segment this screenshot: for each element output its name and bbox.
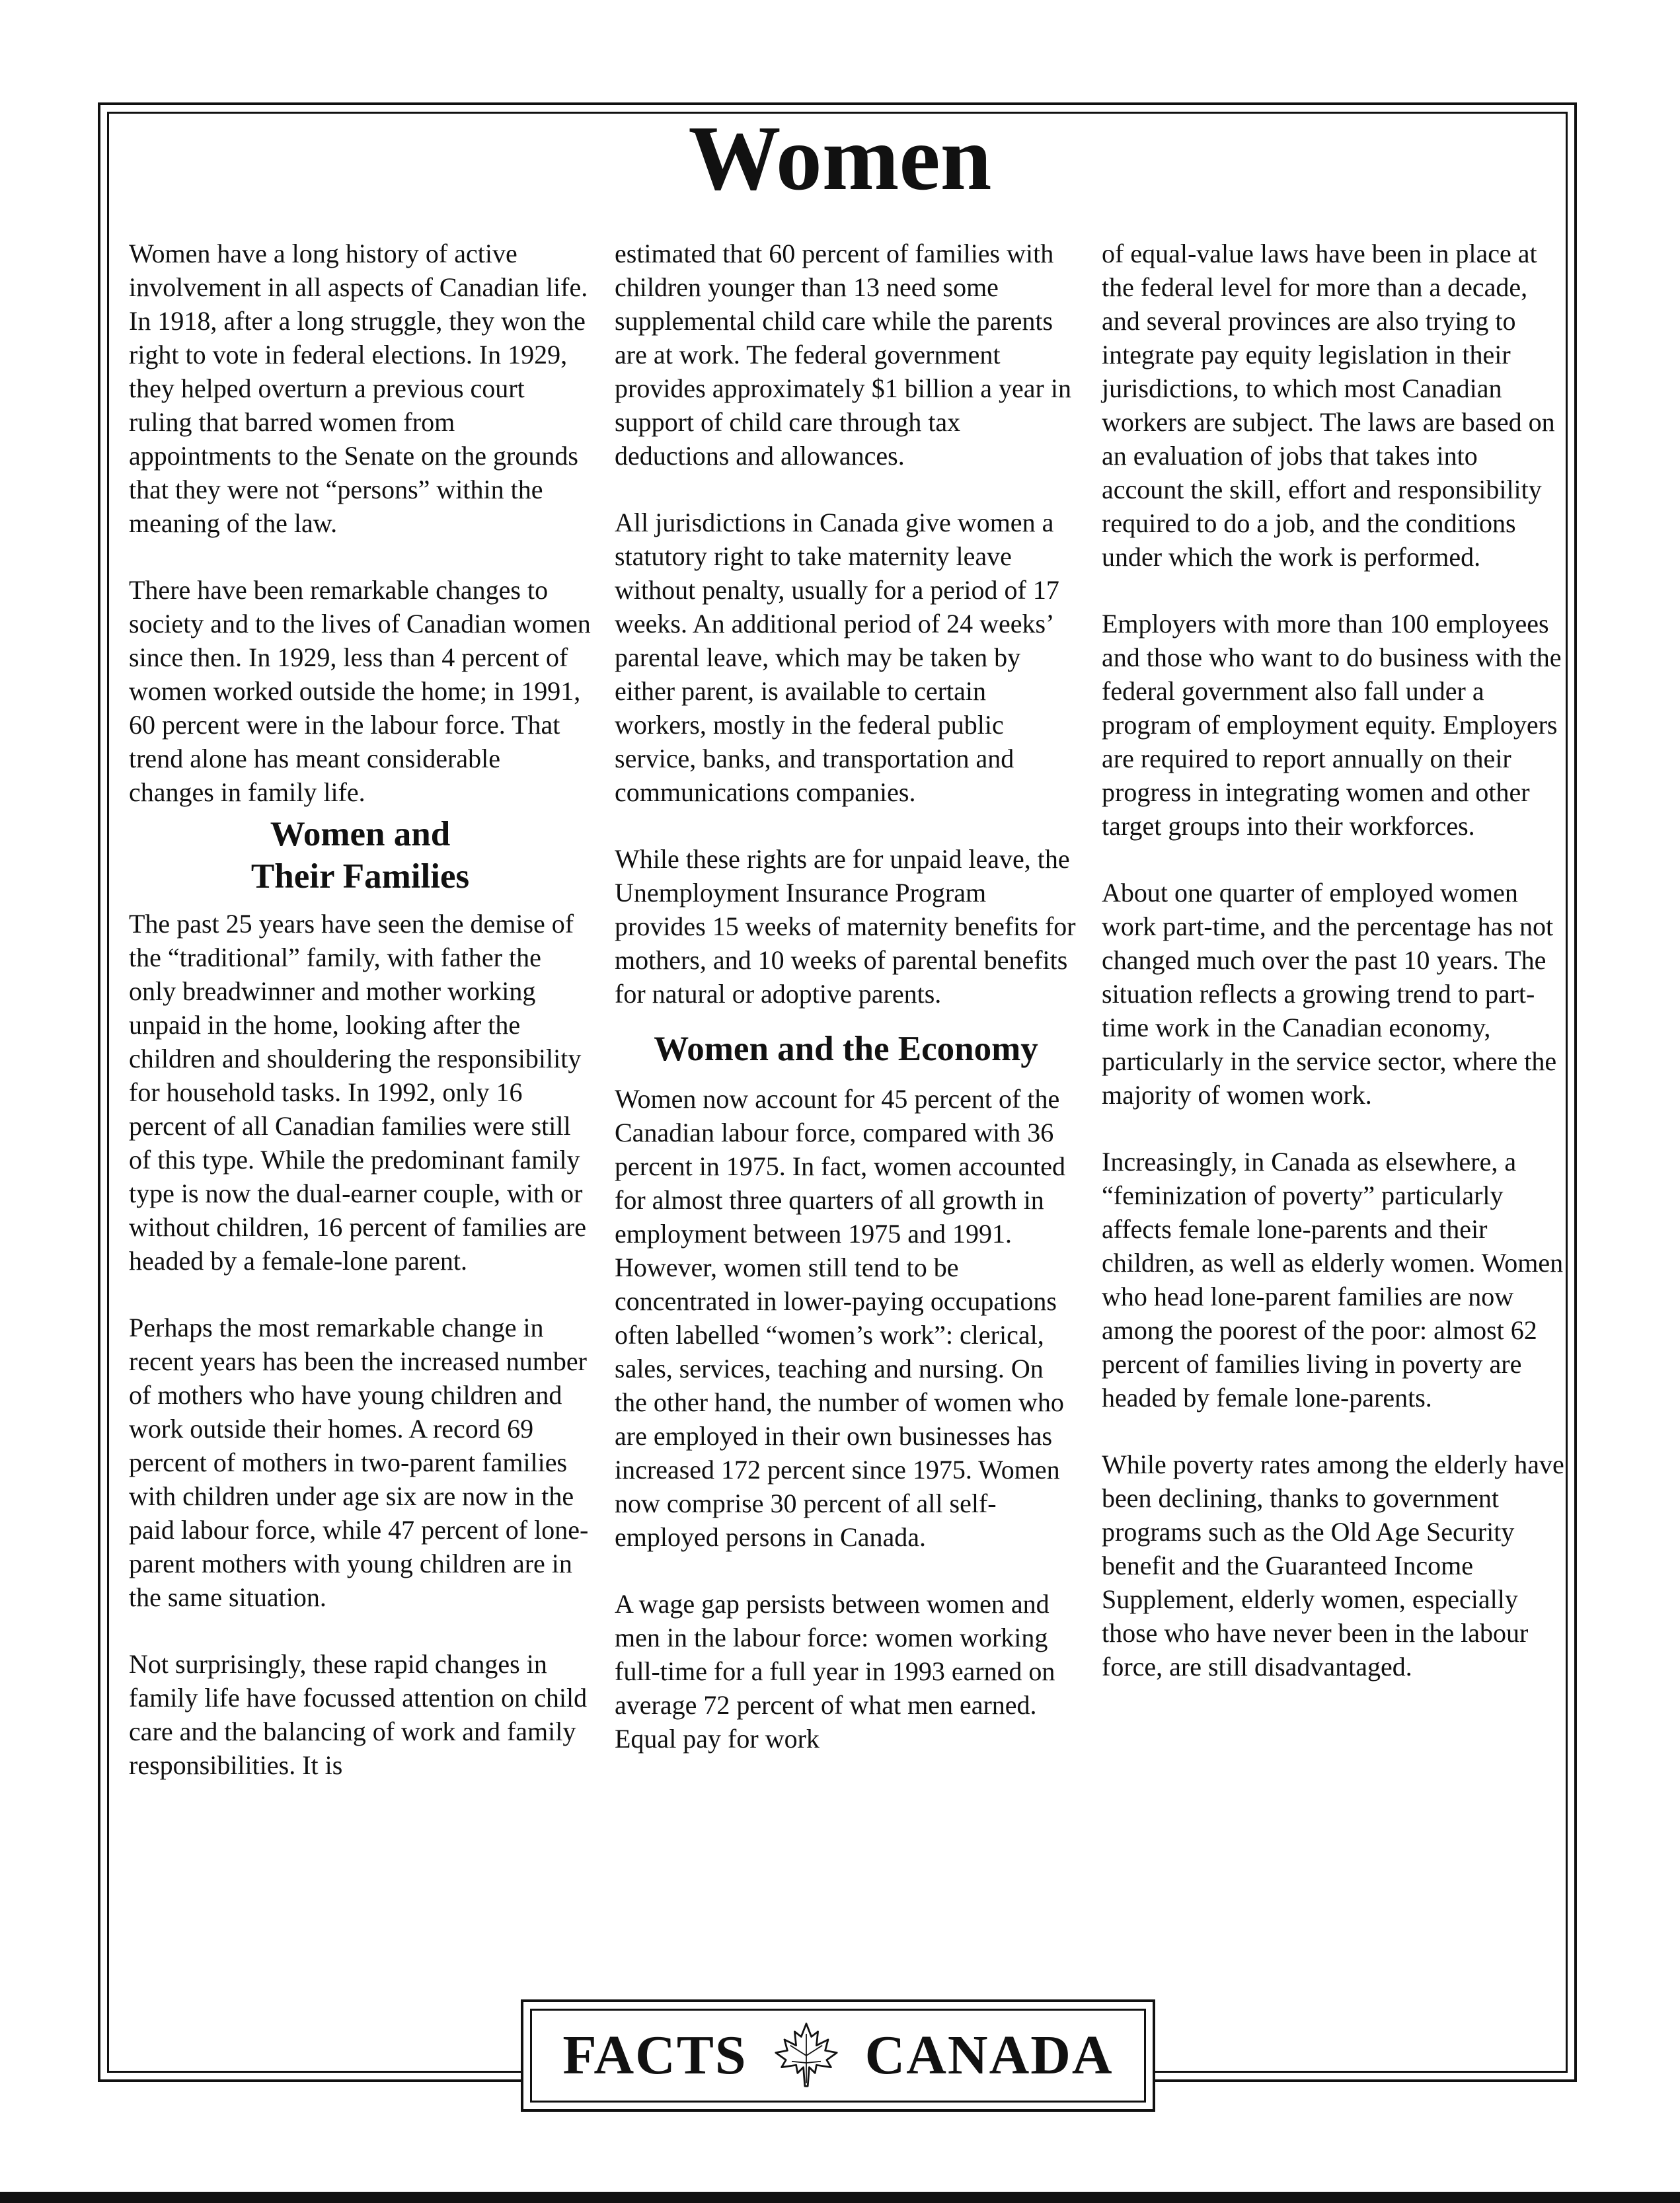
paragraph-pay-equity: of equal-value laws have been in place at the federal level for more than a decade, and several provinces are also trying to integrate pay equity legislation in their jurisdictions, to which most Canadian workers are subject. The laws are based on an evaluation of jobs that takes into account the skill, effort and responsibility required to do a job, and the conditions under which the work is performed. bbox=[1102, 239, 1555, 572]
paragraph-working-mothers: Perhaps the most remarkable change in recent years has been the increased number of mothers who have young children and work outside their homes. A record 69 percent of mothers in two-parent families with children under age six are now in the paid labour force, while 47 percent of lone-parent mothers with young children are in the same situation. bbox=[129, 1313, 589, 1612]
paragraph-elderly-poverty: While poverty rates among the elderly have been declining, thanks to government programs such as the Old Age Security benefit and the Guaranteed Income Supplement, elderly women, especially those who have never been in the labour force, are still disadvantaged. bbox=[1102, 1449, 1564, 1681]
paragraph-employment-equity: Employers with more than 100 employees and those who want to do business with the federal government also fall under a program of employment equity. Employers are required to report annually on their progress in integrating women and other target groups into their workforces. bbox=[1102, 609, 1562, 841]
footer-facts-label: FACTS bbox=[562, 2025, 747, 2086]
heading-women-and-the-economy: Women and the Economy bbox=[654, 1030, 1038, 1068]
heading-families-line-2: Their Families bbox=[250, 857, 470, 896]
column-1 bbox=[129, 237, 592, 1782]
paragraph-traditional-family: The past 25 years have seen the demise of the “traditional” family, with father the only breadwinner and mother working unpaid in the home, looking after the children and shouldering the responsibility for household tasks. In 1992, only 16 percent of all Canadian families were still of this type. While the predominant family type is now the dual-earner couple, with or without children, 16 percent of families are headed by a female-lone parent. bbox=[129, 909, 586, 1276]
bottom-scan-edge bbox=[0, 2192, 1680, 2203]
heading-women-and-their-families bbox=[129, 813, 592, 898]
page-title: Women bbox=[688, 107, 992, 210]
paragraph-child-care: estimated that 60 percent of families with children younger than 13 need some supplemental child care while the parents are at work. The federal government provides approximately $1 billion a year in support of child care through tax deductions and allowances. bbox=[615, 239, 1071, 471]
paragraph-maternity-leave: All jurisdictions in Canada give women a statutory right to take maternity leave without penalty, usually for a period of 17 weeks. An additional period of 24 weeks’ parental leave, which may be taken by either parent, is available to certain workers, mostly in the federal public service, banks, and transportation and communications companies. bbox=[615, 508, 1059, 807]
paragraph-part-time: About one quarter of employed women work part-time, and the percentage has not changed much over the past 10 years. The situation reflects a growing trend to part-time work in the Canadian economy, particularly in the service sector, where the majority of women work. bbox=[1102, 878, 1557, 1110]
paragraph-feminization-of-poverty: Increasingly, in Canada as elsewhere, a “feminization of poverty” particularly affects female lone-parents and their children, as well as elderly women. Women who head lone-parent families are now among the poorest of the poor: almost 62 percent of families living in poverty are headed by female lone-parents. bbox=[1102, 1147, 1564, 1412]
paragraph-ui-benefits: While these rights are for unpaid leave, the Unemployment Insurance Program provides 15 weeks of maternity benefits for mothers, and 10 weeks of parental benefits for natural or adoptive parents. bbox=[615, 844, 1076, 1009]
heading-families-line-1: Women and bbox=[270, 815, 451, 853]
footer-canada-label: CANADA bbox=[864, 2025, 1114, 2086]
maple-leaf-icon bbox=[770, 2019, 843, 2092]
column-3 bbox=[1102, 237, 1564, 1683]
paragraph-child-care-intro: Not surprisingly, these rapid changes in family life have focussed attention on child care and the balancing of work and family responsibilities. It is bbox=[129, 1649, 588, 1780]
paragraph-history: Women have a long history of active involvement in all aspects of Canadian life. In 1918, after a long struggle, they won the right to vote in federal elections. In 1929, they helped overturn a previous court ruling that barred women from appointments to the Senate on the grounds that they were not “persons” within the meaning of the law. bbox=[129, 239, 588, 538]
column-2 bbox=[615, 237, 1077, 1756]
paragraph-changes: There have been remarkable changes to society and to the lives of Canadian women since then. In 1929, less than 4 percent of women worked outside the home; in 1991, 60 percent were in the labour force. That trend alone has meant considerable changes in family life. bbox=[129, 575, 591, 807]
paragraph-wage-gap: A wage gap persists between women and men in the labour force: women working full-time for a full year in 1993 earned on average 72 percent of what men earned. Equal pay for work bbox=[615, 1589, 1055, 1754]
paragraph-labour-force: Women now account for 45 percent of the Canadian labour force, compared with 36 percent in 1975. In fact, women accounted for almost three quarters of all growth in employment between 1975 and 1991. However, women still tend to be concentrated in lower-paying occupations often labelled “women’s work”: clerical, sales, services, teaching and nursing. On the other hand, the number of women who are employed in their own businesses has increased 172 percent since 1975. Women now comprise 30 percent of all self-employed persons in Canada. bbox=[615, 1084, 1065, 1552]
footer-logo-box bbox=[530, 2009, 1146, 2103]
